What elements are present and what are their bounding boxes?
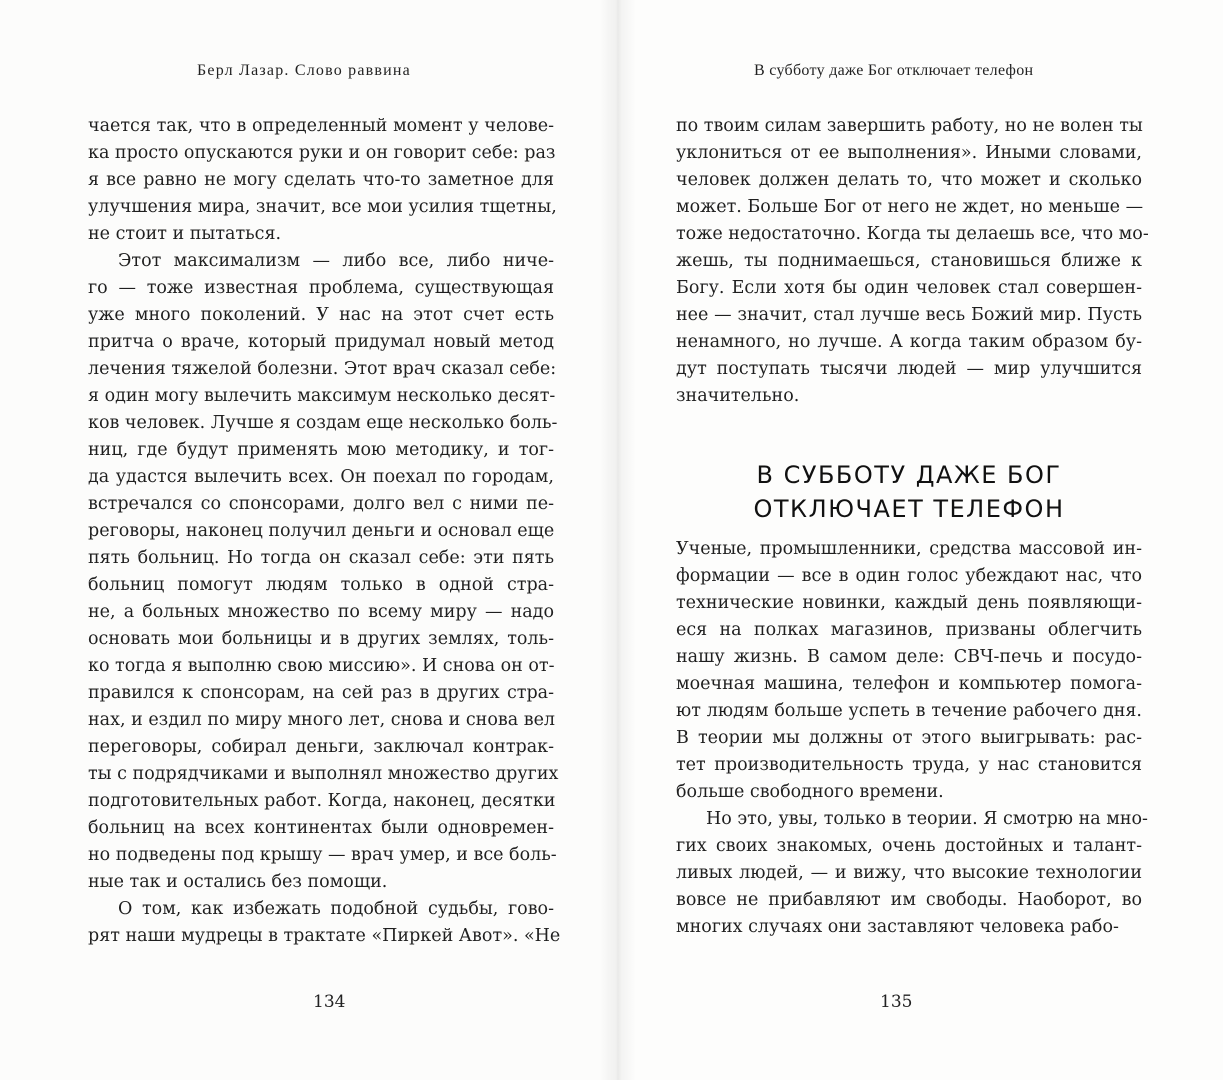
text-line: нее — значит, стал лучше весь Божий мир. Пусть bbox=[676, 305, 1142, 325]
book-gutter-shadow bbox=[600, 0, 636, 1080]
left-text-block bbox=[88, 113, 561, 950]
text-line: дут поступать тысячи людей — мир улучшится bbox=[676, 359, 1142, 379]
text-line: нашу жизнь. В самом деле: СВЧ-печь и посудо- bbox=[676, 647, 1142, 667]
paragraph bbox=[676, 536, 1142, 806]
text-line: ют людям больше успеть в течение рабочего дня. bbox=[676, 701, 1142, 721]
text-line: многих случаях они заставляют человека рабо- bbox=[676, 917, 1119, 937]
text-line: чается так, что в определенный момент у челове- bbox=[88, 116, 554, 136]
text-line: ные так и остались без помощи. bbox=[88, 872, 388, 892]
text-line: ты с подрядчиками и выполнял множество других bbox=[88, 764, 559, 784]
text-line: человек должен делать то, что может и сколько bbox=[676, 170, 1142, 190]
text-line: уклониться от ее выполнения». Иными словами, bbox=[676, 143, 1142, 163]
text-line: Ученые, промышленники, средства массовой ин- bbox=[676, 539, 1142, 559]
text-line: уже много поколений. У нас на этот счет есть bbox=[88, 305, 554, 325]
text-line: реговоры, наконец получил деньги и основал еще bbox=[88, 521, 555, 541]
text-line: по твоим силам завершить работу, но не волен ты bbox=[676, 116, 1143, 136]
intro-paragraph bbox=[676, 113, 1149, 410]
text-line: переговоры, собирал деньги, заключал контрак- bbox=[88, 737, 554, 757]
right-running-head: В субботу даже Бог отключает телефон bbox=[754, 62, 1034, 79]
text-line: да удастся вылечить всех. Он поехал по городам, bbox=[88, 467, 554, 487]
text-line: не стоит и пытаться. bbox=[88, 224, 282, 244]
paragraph bbox=[88, 896, 561, 950]
text-line: Этот максимализм — либо все, либо ниче- bbox=[118, 251, 554, 271]
text-line: больниц помогут людям только в одной стра- bbox=[88, 575, 554, 595]
paragraph bbox=[676, 113, 1149, 410]
section-heading-line: ОТКЛЮЧАЕТ ТЕЛЕФОН bbox=[753, 495, 1065, 523]
text-line: го — тоже известная проблема, существующая bbox=[88, 278, 554, 298]
text-line: больниц на всех континентах были одновремен- bbox=[88, 818, 554, 838]
text-line: гих своих знакомых, очень достойных и талант- bbox=[676, 836, 1142, 856]
text-line: ка просто опускаются руки и он говорит себе: раз bbox=[88, 143, 556, 163]
left-page-number: 134 bbox=[313, 992, 346, 1012]
right-text-block bbox=[676, 113, 1149, 941]
text-line: больше свободного времени. bbox=[676, 782, 944, 802]
text-line: ливых людей, — и вижу, что высокие технологии bbox=[676, 863, 1142, 883]
text-line: Но это, увы, только в теории. Я смотрю на мно- bbox=[706, 809, 1148, 829]
paragraph bbox=[676, 806, 1148, 941]
text-line: рят наши мудрецы в трактате «Пиркей Авот». «Не bbox=[88, 926, 561, 946]
text-line: ниц, где будут применять мою методику, и тог- bbox=[88, 440, 554, 460]
text-line: О том, как избежать подобной судьбы, гово- bbox=[118, 899, 554, 919]
section-body bbox=[676, 536, 1148, 941]
text-line: еся на полках магазинов, призваны облегчить bbox=[676, 620, 1142, 640]
paragraph bbox=[88, 248, 559, 896]
text-line: тоже недостаточно. Когда ты делаешь все, что мо- bbox=[676, 224, 1149, 244]
text-line: технические новинки, каждый день появляющи- bbox=[676, 593, 1142, 613]
text-line: основать мои больницы и в других землях, толь- bbox=[88, 629, 554, 649]
paragraph bbox=[88, 113, 557, 248]
text-line: встречался со спонсорами, долго вел с ними пе- bbox=[88, 494, 554, 514]
text-line: пять больниц. Но тогда он сказал себе: эти пять bbox=[88, 548, 554, 568]
text-line: подготовительных работ. Когда, наконец, десятки bbox=[88, 791, 556, 811]
text-line: тет производительность труда, у нас становится bbox=[676, 755, 1142, 775]
text-line: В теории мы должны от этого выигрывать: рас- bbox=[676, 728, 1142, 748]
text-line: ко тогда я выполню свою миссию». И снова он от- bbox=[88, 656, 555, 676]
text-line: притча о враче, который придумал новый метод bbox=[88, 332, 554, 352]
section-heading bbox=[676, 458, 1142, 526]
text-line: я один могу вылечить максимум несколько десят- bbox=[88, 386, 556, 406]
text-line: я все равно не могу сделать что-то заметное для bbox=[88, 170, 554, 190]
text-line: улучшения мира, значит, все мои усилия тщетны, bbox=[88, 197, 557, 217]
text-line: вовсе не прибавляют им свободы. Наоборот, во bbox=[676, 890, 1142, 910]
text-line: правился к спонсорам, на сей раз в других стра- bbox=[88, 683, 554, 703]
text-line: нах, и ездил по миру много лет, снова и снова вел bbox=[88, 710, 556, 730]
text-line: моечная машина, телефон и компьютер помога- bbox=[676, 674, 1142, 694]
text-line: значительно. bbox=[676, 386, 800, 406]
right-page-number: 135 bbox=[880, 992, 913, 1012]
text-line: ненамного, но лучше. А когда таким образом бу- bbox=[676, 332, 1142, 352]
section-heading-line: В СУББОТУ ДАЖЕ БОГ bbox=[756, 461, 1062, 489]
text-line: ков человек. Лучше я создам еще несколько боль- bbox=[88, 413, 558, 433]
text-line: лечения тяжелой болезни. Этот врач сказал себе: bbox=[88, 359, 557, 379]
text-line: жешь, ты поднимаешься, становишься ближе к bbox=[676, 251, 1142, 271]
text-line: может. Больше Бог от него не ждет, но меньше — bbox=[676, 197, 1144, 217]
text-line: Богу. Если хотя бы один человек стал совершен- bbox=[676, 278, 1142, 298]
text-line: но подведены под крышу — врач умер, и все боль- bbox=[88, 845, 557, 865]
text-line: не, а больных множество по всему миру — надо bbox=[88, 602, 554, 622]
right-page bbox=[612, 0, 1223, 1080]
left-running-head: Берл Лазар. Слово раввина bbox=[197, 62, 411, 79]
text-line: формации — все в один голос убеждают нас, что bbox=[676, 566, 1142, 586]
